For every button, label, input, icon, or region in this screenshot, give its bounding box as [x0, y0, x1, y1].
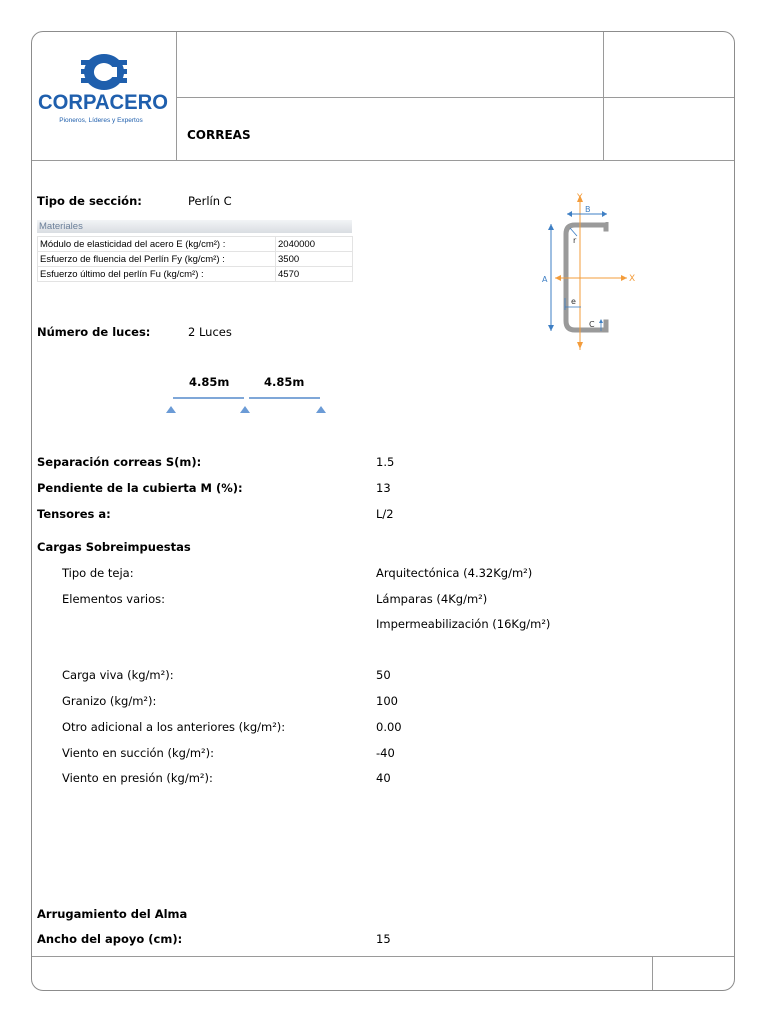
- x-axis-arrow: [621, 275, 627, 281]
- materials-row: [38, 252, 353, 267]
- span-length-2: 4.85m: [264, 375, 305, 389]
- x-axis-label: X: [629, 274, 636, 284]
- brand-tagline: Pioneros, Líderes y Expertos: [59, 117, 143, 124]
- wind-suction-value: -40: [376, 746, 395, 760]
- material-label: Esfuerzo de fluencia del Perlín Fy (kg/cm²) :: [38, 252, 276, 267]
- hail-value: 100: [376, 694, 398, 708]
- brand-name: CORPACERO: [38, 91, 168, 114]
- wind-pressure-label: Viento en presión (kg/m²):: [62, 771, 213, 785]
- b-dimension-label: B: [585, 205, 591, 214]
- misc-element-value: Impermeabilización (16Kg/m²): [376, 617, 551, 631]
- header-divider-mid: [176, 97, 734, 98]
- header-col-divider-1: [176, 32, 177, 160]
- corpacero-logo-mark: [81, 54, 127, 90]
- spacing-label: Separación correas S(m):: [37, 455, 202, 469]
- support-icon: [316, 406, 326, 413]
- spacing-value: 1.5: [376, 455, 395, 469]
- spans-value: 2 Luces: [188, 325, 232, 339]
- doc-title: CORREAS: [187, 128, 251, 142]
- span-length-1: 4.85m: [189, 375, 230, 389]
- material-value: 4570: [276, 267, 353, 282]
- r-label: r: [573, 236, 577, 245]
- x-axis-arrow-left: [555, 275, 561, 281]
- section-type-label: Tipo de sección:: [37, 194, 142, 208]
- other-load-value: 0.00: [376, 720, 402, 734]
- material-label: Módulo de elasticidad del acero E (kg/cm²) :: [38, 237, 276, 252]
- live-load-label: Carga viva (kg/m²):: [62, 668, 174, 682]
- header-col-divider-2: [603, 32, 604, 160]
- slope-label: Pendiente de la cubierta M (%):: [37, 481, 243, 495]
- tensors-value: L/2: [376, 507, 394, 521]
- wind-suction-label: Viento en succión (kg/m²):: [62, 746, 214, 760]
- span-beam-2: [249, 397, 320, 399]
- misc-elements-label: Elementos varios:: [62, 592, 165, 606]
- material-value: 3500: [276, 252, 353, 267]
- c-profile-diagram: [535, 190, 645, 355]
- misc-element-value: Lámparas (4Kg/m²): [376, 592, 488, 606]
- live-load-value: 50: [376, 668, 391, 682]
- bearing-width-value: 15: [376, 932, 391, 946]
- c-section-outline: [565, 222, 607, 331]
- materials-row: [38, 267, 353, 282]
- span-beam-1: [173, 397, 244, 399]
- section-type-value: Perlín C: [188, 194, 232, 208]
- tensors-label: Tensores a:: [37, 507, 111, 521]
- material-label: Esfuerzo último del perlín Fu (kg/cm²) :: [38, 267, 276, 282]
- other-load-label: Otro adicional a los anteriores (kg/m²):: [62, 720, 286, 734]
- materials-row: [38, 237, 353, 252]
- slope-value: 13: [376, 481, 391, 495]
- support-icon: [240, 406, 250, 413]
- material-value: 2040000: [276, 237, 353, 252]
- wind-pressure-value: 40: [376, 771, 391, 785]
- materials-table: [37, 236, 353, 282]
- footer-col-divider: [652, 956, 653, 990]
- e-label: e: [571, 297, 576, 306]
- footer-divider: [32, 956, 734, 957]
- bearing-width-label: Ancho del apoyo (cm):: [37, 932, 183, 946]
- y-axis-arrow-bottom: [577, 342, 583, 349]
- c-label: C: [589, 320, 595, 329]
- y-axis-label: Y: [577, 193, 583, 203]
- loads-title: Cargas Sobreimpuestas: [37, 540, 191, 554]
- a-dimension-label: A: [542, 275, 548, 284]
- corpacero-logo: [37, 52, 170, 132]
- tile-type-label: Tipo de teja:: [62, 566, 134, 580]
- materials-header: Materiales: [37, 220, 352, 233]
- hail-label: Granizo (kg/m²):: [62, 694, 157, 708]
- web-crippling-title: Arrugamiento del Alma: [37, 907, 188, 921]
- spans-label: Número de luces:: [37, 325, 151, 339]
- support-icon: [166, 406, 176, 413]
- header-divider-bottom: [32, 160, 734, 161]
- tile-type-value: Arquitectónica (4.32Kg/m²): [376, 566, 533, 580]
